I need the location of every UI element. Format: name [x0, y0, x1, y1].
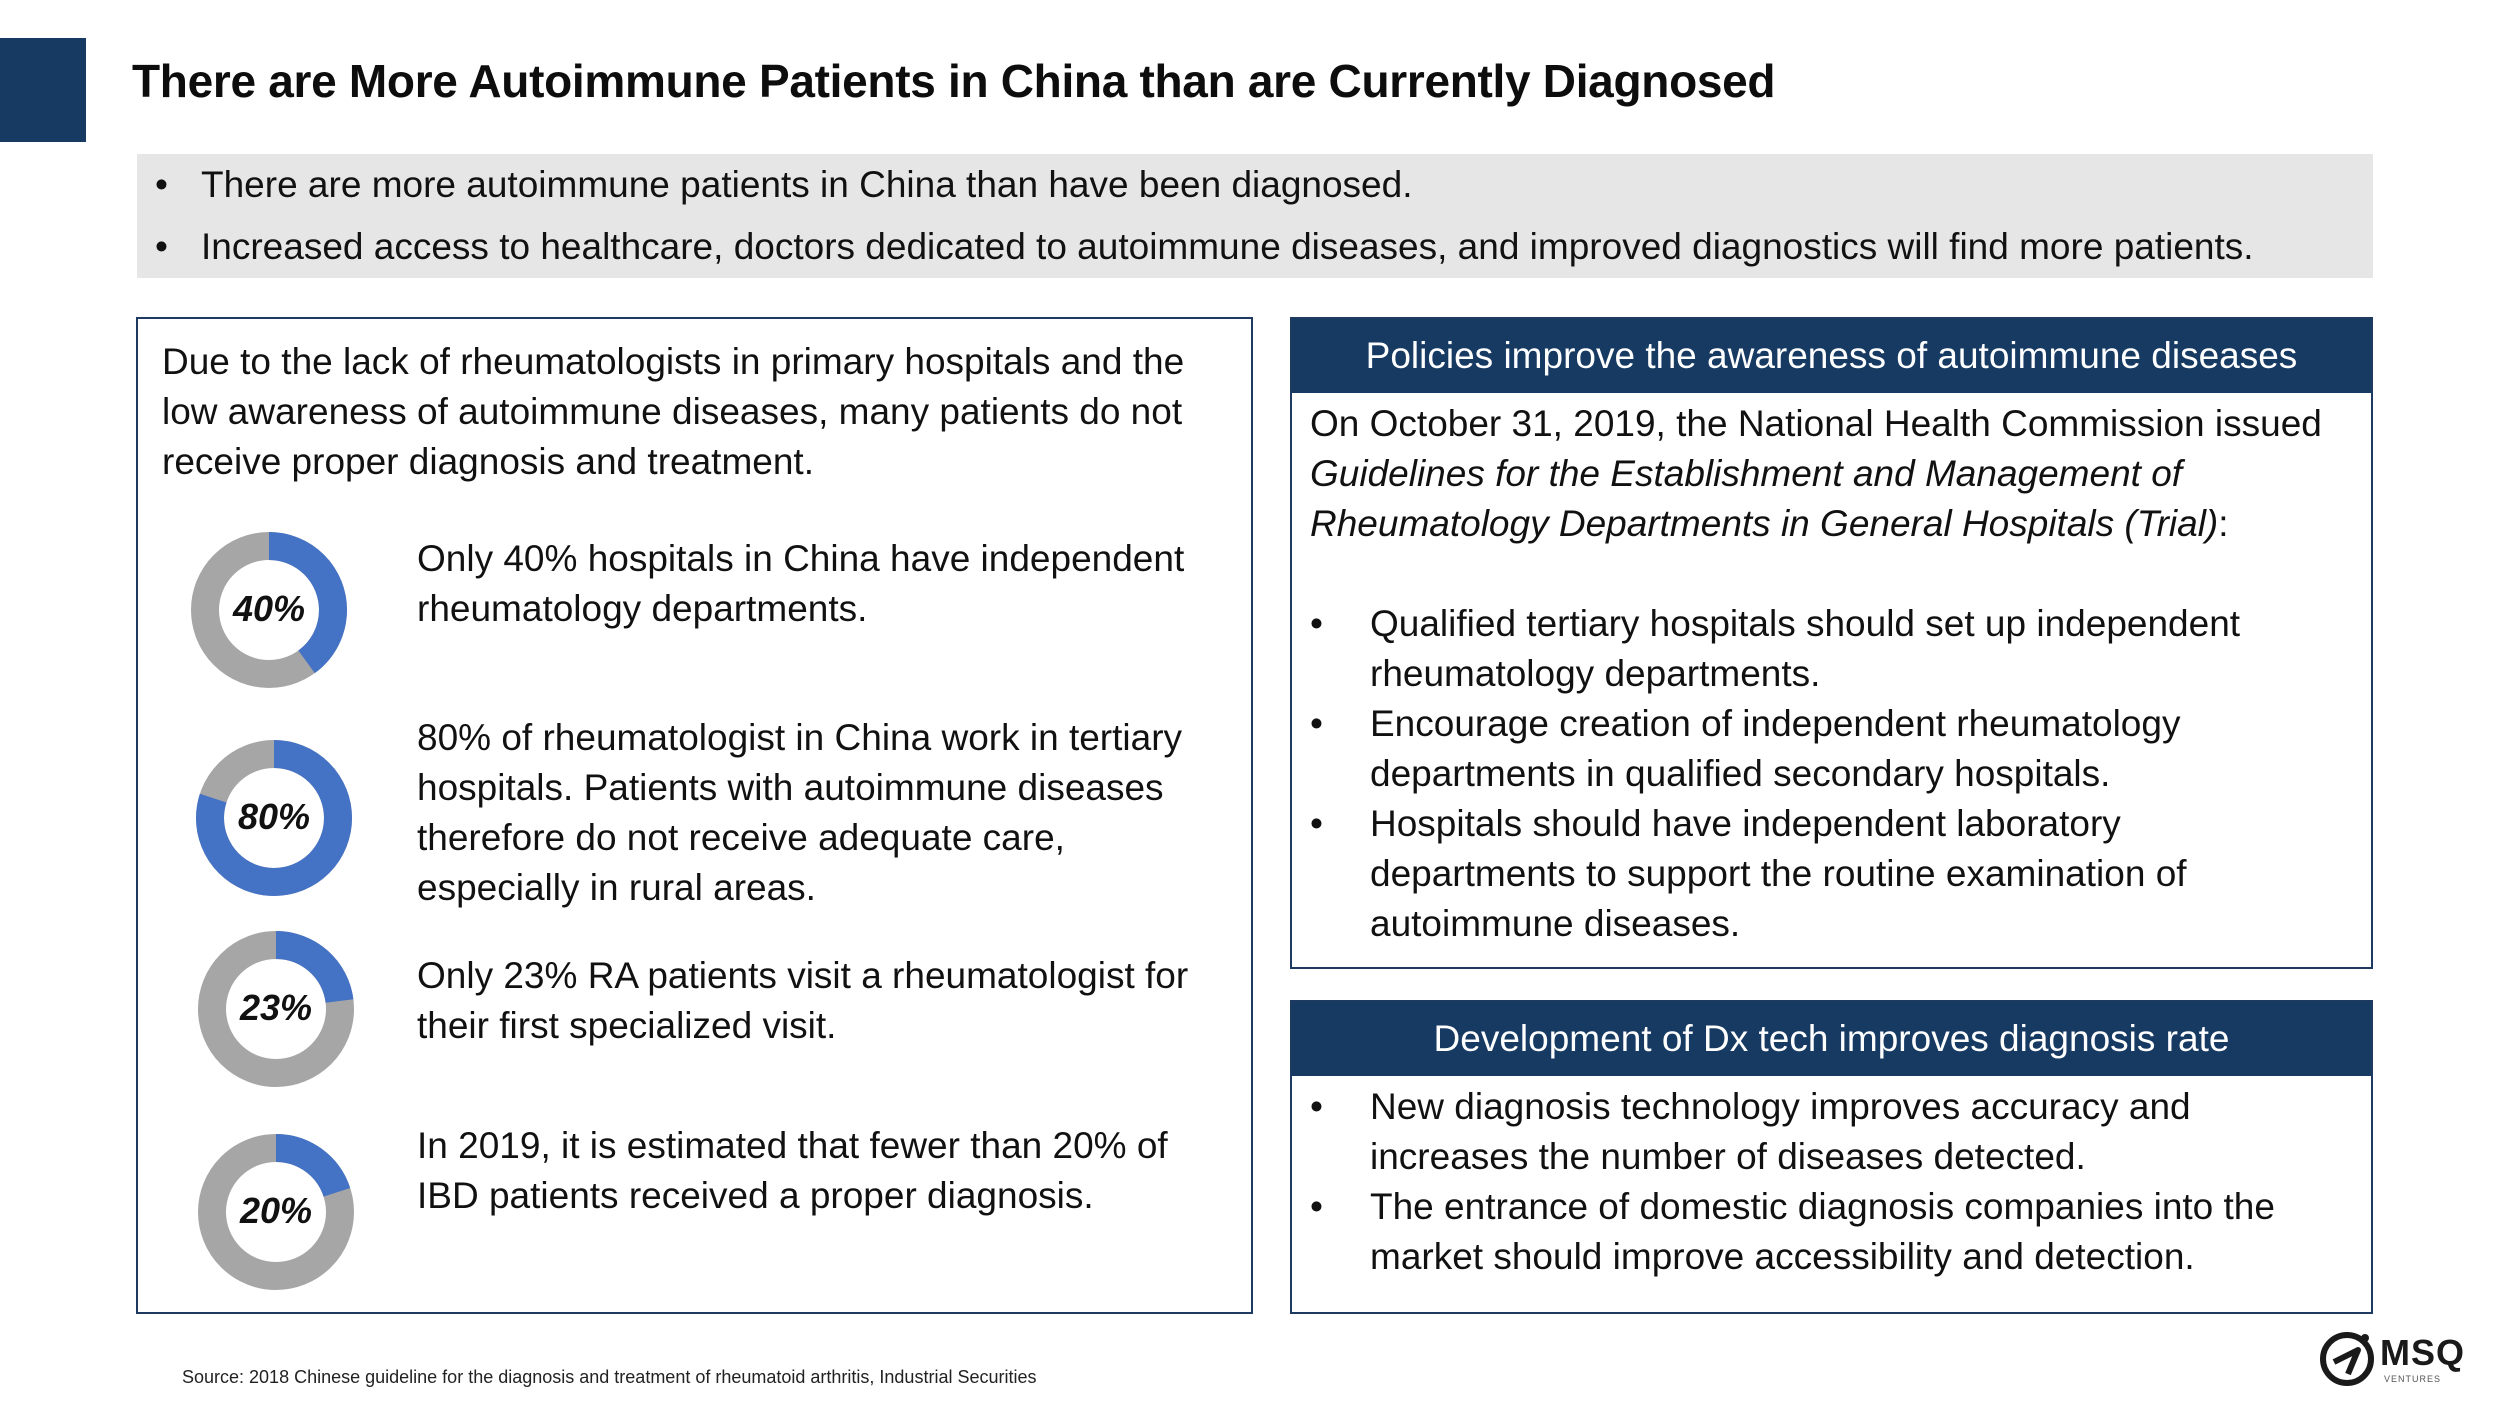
logo-wordmark: MSQ: [2380, 1332, 2466, 1373]
policy-intro-colon: :: [2218, 503, 2229, 544]
stat-text: 80% of rheumatologist in China work in tertiary hospitals. Patients with autoimmune diseases therefore do not receive adequate care, especially in rural areas.: [417, 717, 1183, 908]
diagnosis-gap-panel: [136, 317, 1253, 1314]
guideline-title: Guidelines for the Establishment and Management of Rheumatology Departments in General Hospitals (Trial): [1310, 453, 2219, 544]
panel-header: Development of Dx tech improves diagnosis rate: [1292, 1002, 2371, 1076]
donut-percent-label: 40%: [232, 588, 306, 629]
summary-bullet-text: There are more autoimmune patients in China than have been diagnosed.: [201, 164, 1413, 205]
msq-logo-mark-icon: [2318, 1328, 2378, 1388]
summary-bullet: • There are more autoimmune patients in China than have been diagnosed.: [155, 164, 1413, 205]
policy-panel: [1290, 317, 2373, 969]
summary-bullet-text: Increased access to healthcare, doctors dedicated to autoimmune diseases, and improved diagnostics will find more patients.: [201, 226, 2254, 267]
policy-bullet-text: Hospitals should have independent laboratory departments to support the routine examination of autoimmune diseases.: [1370, 803, 2187, 944]
logo-subtitle: VENTURES: [2384, 1374, 2442, 1384]
stat-text: Only 23% RA patients visit a rheumatologist for their first specialized visit.: [417, 955, 1189, 1046]
panel-body: [1292, 1076, 2371, 1282]
summary-bullet: • Increased access to healthcare, doctors dedicated to autoimmune diseases, and improved diagnostics will find more patients.: [155, 226, 2254, 267]
donut-percent-label: 80%: [237, 796, 311, 837]
dx-bullet: • New diagnosis technology improves accuracy and increases the number of diseases detected.: [1310, 1086, 2191, 1177]
policy-intro-text: On October 31, 2019, the National Health Commission issued: [1310, 403, 2322, 444]
panel-body: [1292, 393, 2371, 949]
policy-bullet: • Encourage creation of independent rheumatology departments in qualified secondary hospitals.: [1310, 703, 2181, 794]
stat-text: In 2019, it is estimated that fewer than 20% of IBD patients received a proper diagnosis.: [417, 1125, 1168, 1216]
donut-percent-label: 20%: [239, 1190, 313, 1231]
page-title: There are More Autoimmune Patients in China than are Currently Diagnosed: [132, 55, 1776, 107]
panel-header: Policies improve the awareness of autoimmune diseases: [1292, 319, 2371, 393]
msq-logo: [2318, 1328, 2486, 1388]
summary-box: [137, 154, 2373, 278]
donut-percent-label: 23%: [239, 987, 313, 1028]
source-note: Source: 2018 Chinese guideline for the diagnosis and treatment of rheumatoid arthritis, Industrial Securities: [182, 1367, 1037, 1387]
dx-bullet-text: New diagnosis technology improves accuracy and increases the number of diseases detected.: [1370, 1086, 2191, 1177]
stat-text: Only 40% hospitals in China have independent rheumatology departments.: [417, 538, 1185, 629]
dx-bullet: • The entrance of domestic diagnosis companies into the market should improve accessibility and detection.: [1310, 1186, 2275, 1277]
policy-bullet: • Qualified tertiary hospitals should set up independent rheumatology departments.: [1310, 603, 2241, 694]
policy-intro: [1310, 399, 2355, 549]
policy-bullet: • Hospitals should have independent laboratory departments to support the routine examination of autoimmune diseases.: [1310, 803, 2187, 944]
policy-bullet-text: Qualified tertiary hospitals should set up independent rheumatology departments.: [1370, 603, 2241, 694]
policy-bullet-text: Encourage creation of independent rheumatology departments in qualified secondary hospitals.: [1370, 703, 2181, 794]
title-accent-block: [0, 38, 86, 142]
dx-bullet-text: The entrance of domestic diagnosis companies into the market should improve accessibility and detection.: [1370, 1186, 2275, 1277]
dx-tech-panel: [1290, 1000, 2373, 1314]
panel-intro-text: Due to the lack of rheumatologists in primary hospitals and the low awareness of autoimmune diseases, many patients do not receive proper diagnosis and treatment.: [162, 341, 1185, 482]
